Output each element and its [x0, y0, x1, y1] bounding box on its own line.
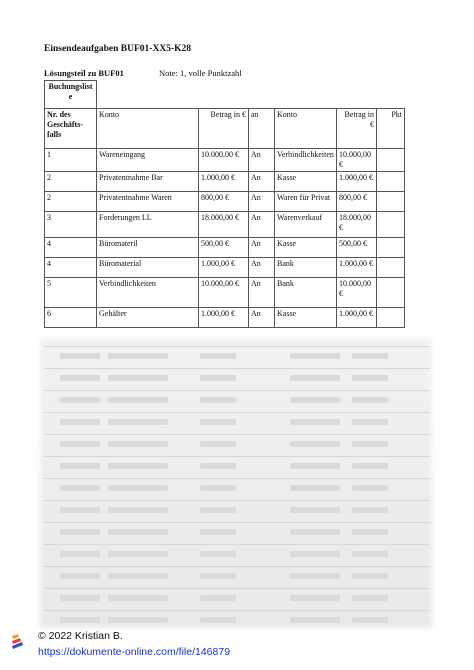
cell-pkt	[377, 149, 405, 172]
header-konto: Konto	[97, 109, 199, 149]
cell-betrag2: 1.000,00 €	[337, 308, 377, 328]
pencil-logo-icon	[10, 632, 30, 652]
cell-nr: 4	[45, 238, 97, 258]
cell-konto2: Warenverkauf	[275, 212, 337, 238]
table-row	[45, 149, 405, 172]
cell-konto2: Kasse	[275, 238, 337, 258]
cell-konto2: Kasse	[275, 172, 337, 192]
cell-nr: 2	[45, 192, 97, 212]
header-betrag-2: Betrag in €	[337, 109, 377, 149]
cell-an: An	[249, 172, 275, 192]
table-row	[45, 212, 405, 238]
cell-betrag2: 1.000,00 €	[337, 258, 377, 278]
table-row	[45, 172, 405, 192]
cell-an: An	[249, 149, 275, 172]
cell-konto2: Verbindlichkeiten	[275, 149, 337, 172]
cell-konto: Forderungen LL	[97, 212, 199, 238]
table-header-row	[45, 109, 405, 149]
cell-konto2: Bank	[275, 258, 337, 278]
cell-an: An	[249, 278, 275, 308]
header-nr: Nr. des Geschäfts-falls	[45, 109, 97, 149]
cell-an: An	[249, 258, 275, 278]
cell-betrag: 1.000,00 €	[199, 172, 249, 192]
source-url-link[interactable]: https://dokumente-online.com/file/146879	[38, 646, 231, 658]
cell-pkt	[377, 258, 405, 278]
cell-konto2: Waren für Privat	[275, 192, 337, 212]
cell-konto: Privatentnahme Bar	[97, 172, 199, 192]
booking-list-caption: Buchungsliste	[45, 81, 97, 109]
cell-konto: Privatentnahme Waren	[97, 192, 199, 212]
cell-nr: 6	[45, 308, 97, 328]
header-konto-2: Konto	[275, 109, 337, 149]
solution-part-label: Lösungsteil zu BUF01	[44, 68, 124, 78]
cell-nr: 5	[45, 278, 97, 308]
cell-betrag: 10.000,00 €	[199, 278, 249, 308]
table-row	[45, 238, 405, 258]
header-betrag: Betrag in €	[199, 109, 249, 149]
cell-nr: 1	[45, 149, 97, 172]
cell-nr: 3	[45, 212, 97, 238]
table-row	[45, 278, 405, 308]
cell-konto: Verbindlichkeiten	[97, 278, 199, 308]
cell-konto: Wareneingang	[97, 149, 199, 172]
cell-betrag2: 500,00 €	[337, 238, 377, 258]
header-an: an	[249, 109, 275, 149]
cell-nr: 4	[45, 258, 97, 278]
cell-an: An	[249, 308, 275, 328]
cell-konto: Büromaterial	[97, 258, 199, 278]
cell-pkt	[377, 192, 405, 212]
cell-betrag2: 1.000,00 €	[337, 172, 377, 192]
cell-betrag2: 800,00 €	[337, 192, 377, 212]
document-title: Einsendeaufgaben BUF01-XX5-K28	[44, 44, 191, 54]
booking-list-table	[44, 80, 405, 328]
cell-betrag: 18.000,00 €	[199, 212, 249, 238]
header-pkt: Pkt	[377, 109, 405, 149]
table-row	[45, 258, 405, 278]
cell-nr: 2	[45, 172, 97, 192]
cell-konto2: Bank	[275, 278, 337, 308]
blurred-preview-region	[40, 338, 432, 628]
cell-betrag: 800,00 €	[199, 192, 249, 212]
cell-pkt	[377, 212, 405, 238]
table-row	[45, 192, 405, 212]
table-row	[45, 308, 405, 328]
cell-konto: Gehälter	[97, 308, 199, 328]
cell-betrag2: 10.000,00 €	[337, 149, 377, 172]
cell-betrag: 1.000,00 €	[199, 258, 249, 278]
cell-konto: Büromateril	[97, 238, 199, 258]
cell-pkt	[377, 238, 405, 258]
cell-konto2: Kasse	[275, 308, 337, 328]
cell-an: An	[249, 238, 275, 258]
cell-pkt	[377, 308, 405, 328]
cell-pkt	[377, 278, 405, 308]
cell-betrag: 10.000,00 €	[199, 149, 249, 172]
cell-betrag2: 18.000,00 €	[337, 212, 377, 238]
cell-an: An	[249, 212, 275, 238]
cell-betrag: 500,00 €	[199, 238, 249, 258]
cell-betrag2: 10.000,00 €	[337, 278, 377, 308]
cell-pkt	[377, 172, 405, 192]
table-caption-row	[45, 81, 405, 109]
cell-betrag: 1.000,00 €	[199, 308, 249, 328]
cell-an: An	[249, 192, 275, 212]
grade-note: Note: 1, volle Punktzahl	[159, 68, 242, 78]
copyright-text: © 2022 Kristian B.	[38, 630, 123, 642]
